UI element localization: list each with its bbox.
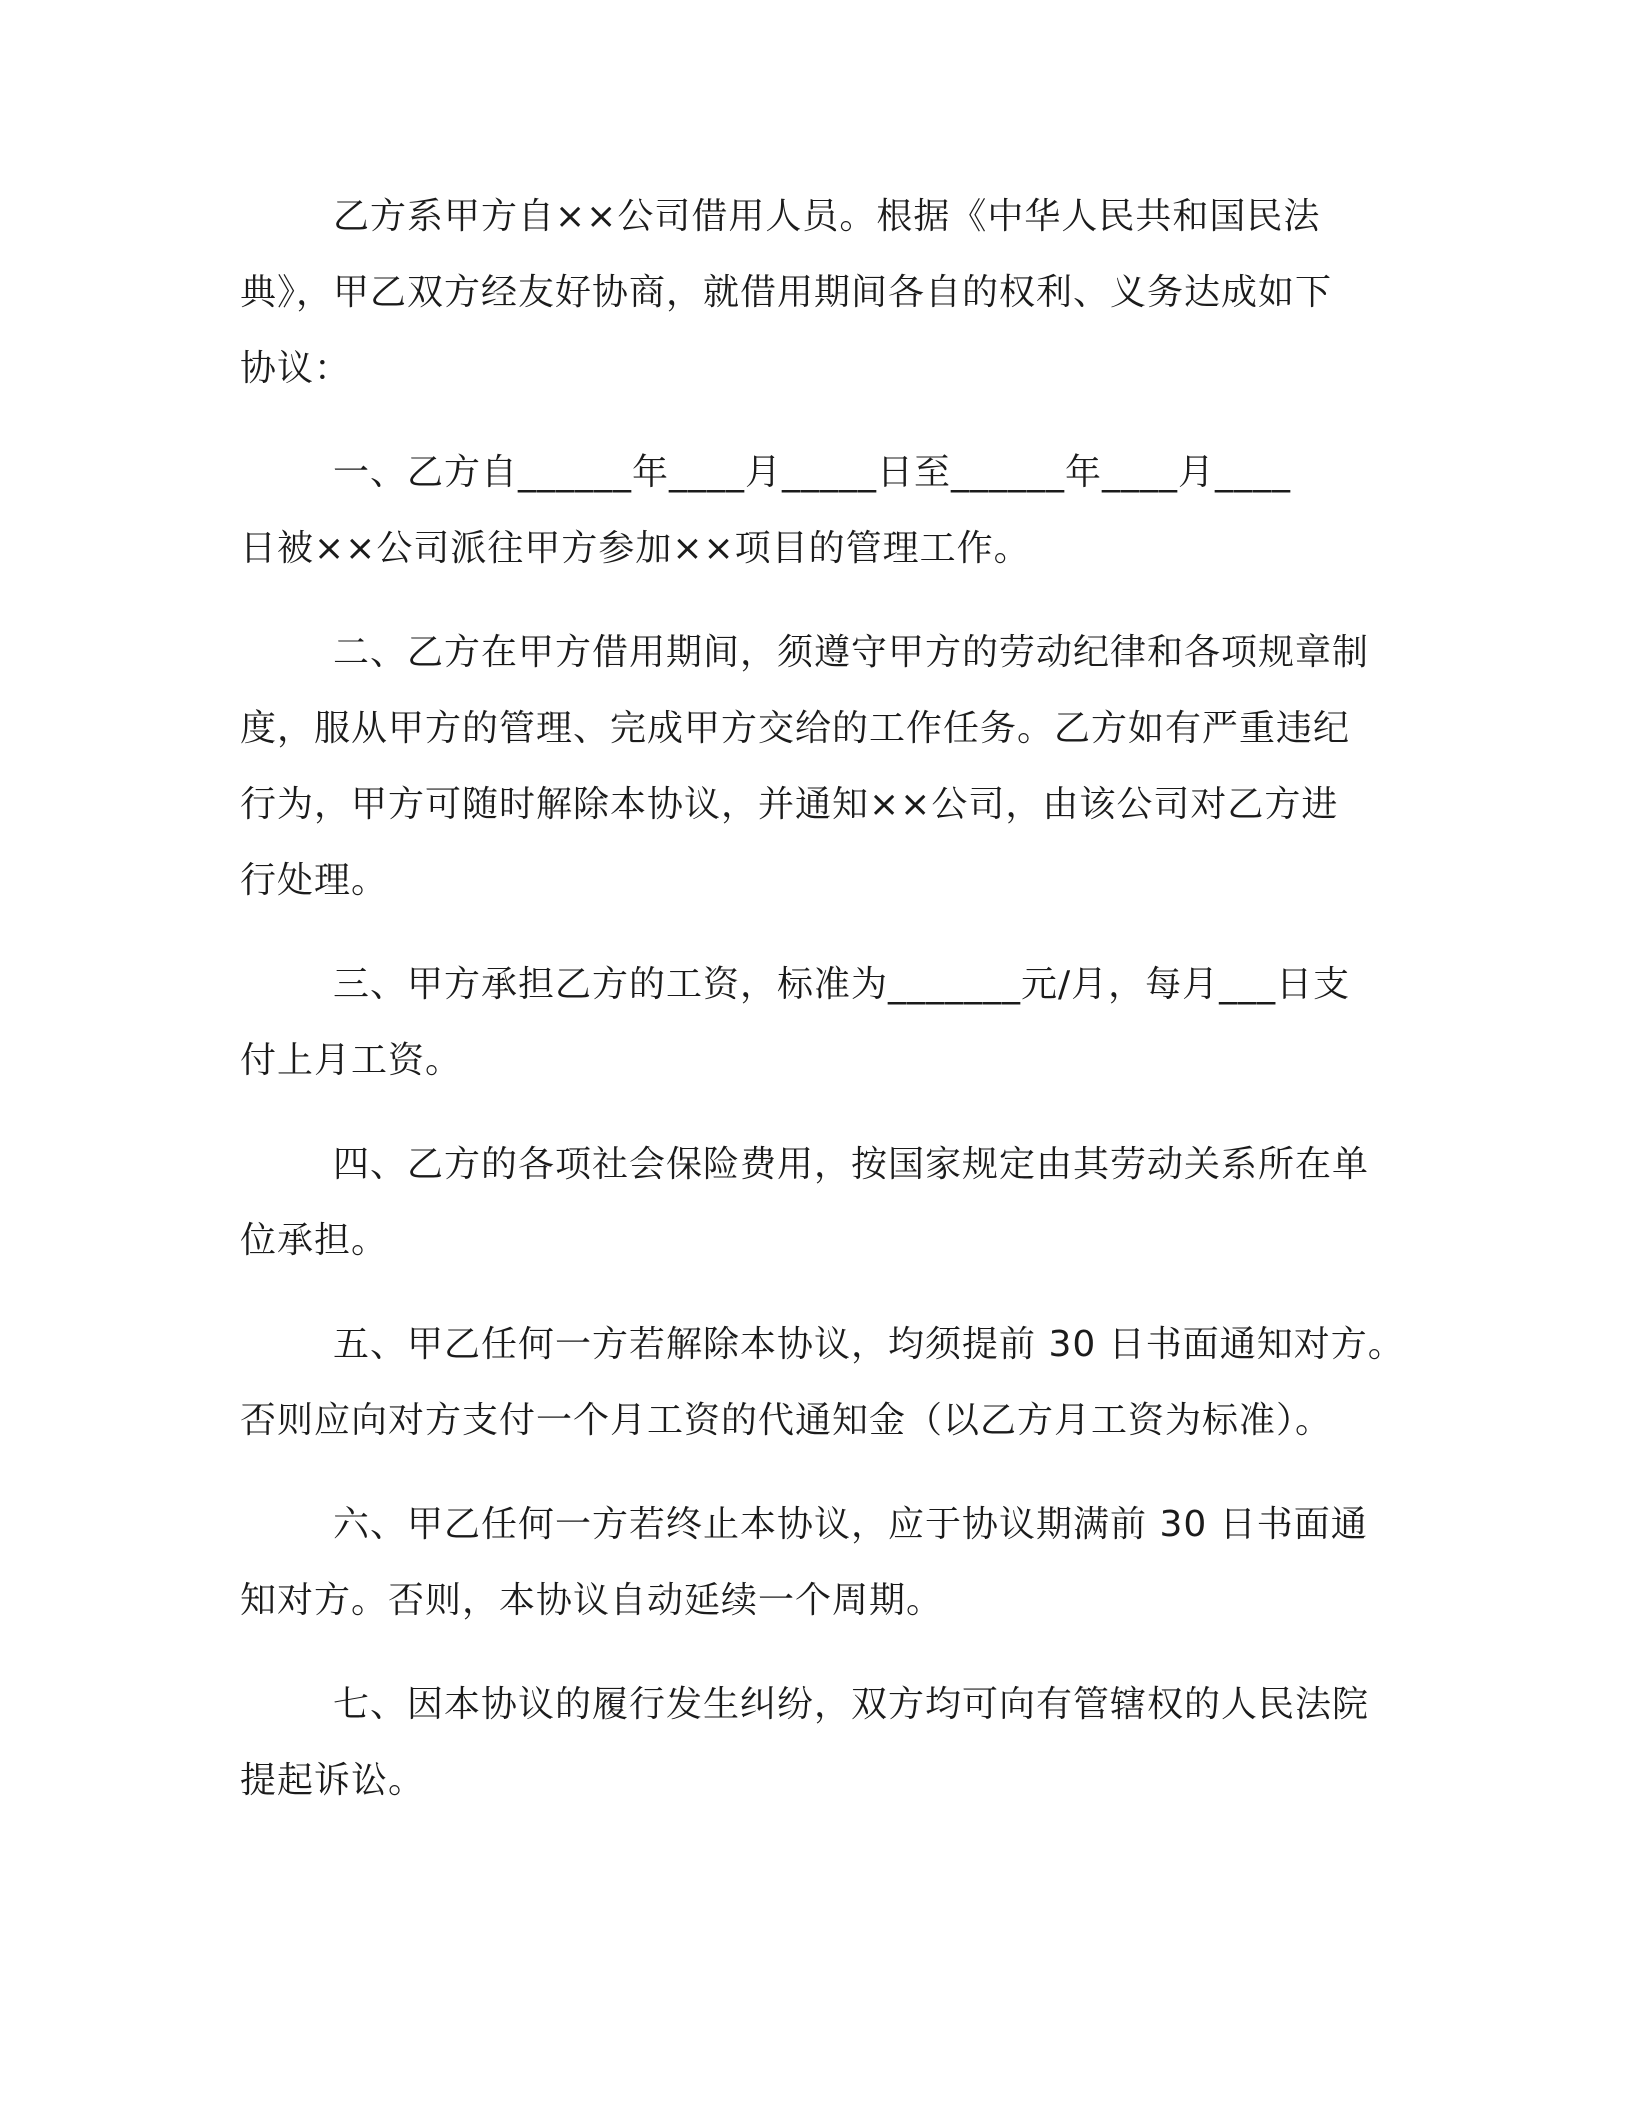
- text-line: 五、甲乙任何一方若解除本协议，均须提前 30 日书面通知对方。: [333, 1324, 1405, 1365]
- clause-7-paragraph: [240, 1667, 1632, 1819]
- text-line: 否则应向对方支付一个月工资的代通知金（以乙方月工资为标准）。: [240, 1400, 1333, 1441]
- text-line: 乙方系甲方自××公司借用人员。根据《中华人民共和国民法: [333, 196, 1321, 237]
- text-line: 二、乙方在甲方借用期间，须遵守甲方的劳动纪律和各项规章制: [333, 632, 1370, 673]
- clause-4-paragraph: [240, 1127, 1632, 1279]
- text-line: 四、乙方的各项社会保险费用，按国家规定由其劳动关系所在单: [333, 1144, 1370, 1185]
- text-line: 付上月工资。: [240, 1040, 463, 1081]
- text-line: 典》，甲乙双方经友好协商，就借用期间各自的权利、义务达成如下: [240, 272, 1333, 313]
- text-line: 位承担。: [240, 1220, 389, 1261]
- text-line: 行处理。: [240, 860, 389, 901]
- text-line: 度，服从甲方的管理、完成甲方交给的工作任务。乙方如有严重违纪: [240, 708, 1351, 749]
- clause-2-paragraph: [240, 615, 1632, 919]
- text-line: 三、甲方承担乙方的工资，标准为_______元/月，每月___日支: [333, 964, 1351, 1005]
- clause-3-paragraph: [240, 947, 1632, 1099]
- text-line: 一、乙方自______年____月_____日至______年____月____: [333, 452, 1292, 493]
- text-line: 日被××公司派往甲方参加××项目的管理工作。: [240, 528, 1031, 569]
- clause-5-paragraph: [240, 1307, 1632, 1459]
- text-line: 七、因本协议的履行发生纠纷，双方均可向有管辖权的人民法院: [333, 1684, 1370, 1725]
- text-line: 六、甲乙任何一方若终止本协议，应于协议期满前 30 日书面通: [333, 1504, 1368, 1545]
- text-line: 提起诉讼。: [240, 1760, 426, 1801]
- clause-1-paragraph: [240, 435, 1632, 587]
- text-line: 知对方。否则，本协议自动延续一个周期。: [240, 1580, 944, 1621]
- clause-6-paragraph: [240, 1487, 1632, 1639]
- text-line: 行为，甲方可随时解除本协议，并通知××公司，由该公司对乙方进: [240, 784, 1339, 825]
- preamble-paragraph: [240, 179, 1632, 407]
- text-line: 协议：: [240, 348, 352, 389]
